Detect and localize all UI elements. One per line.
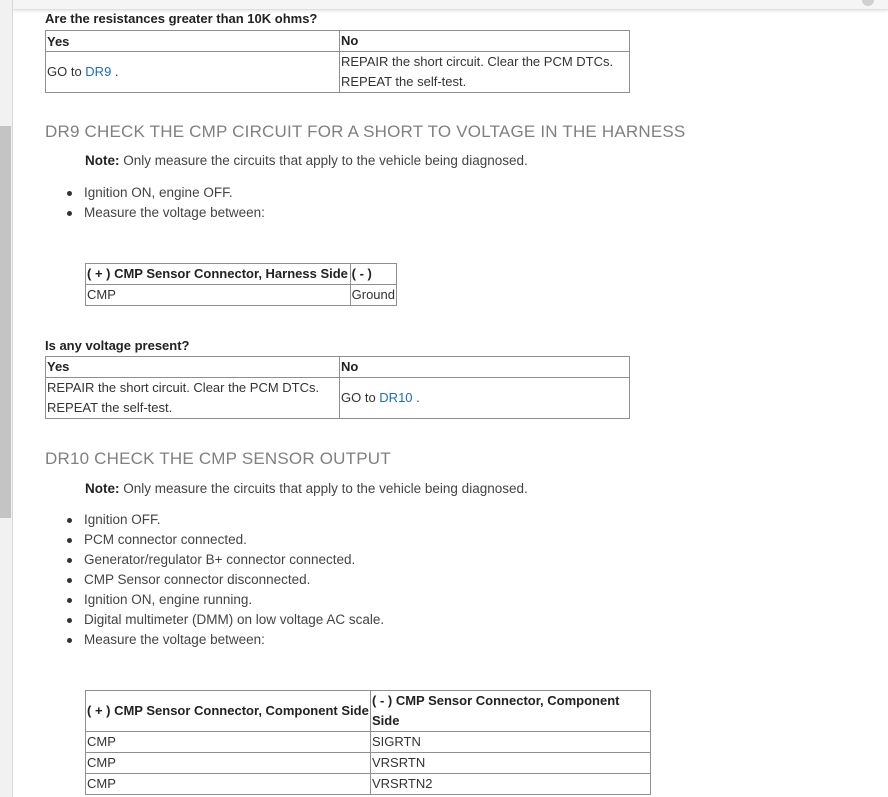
yes-header: Yes — [46, 357, 340, 378]
measure-table-dr9 — [85, 263, 397, 306]
circle-icon — [862, 0, 874, 6]
section-title-dr9: DR9 CHECK THE CMP CIRCUIT FOR A SHORT TO VOLTAGE IN THE HARNESS — [45, 122, 686, 141]
yes-cell: REPAIR the short circuit. Clear the PCM DTCs. REPEAT the self-test. — [46, 378, 340, 419]
top-toolbar-edge — [13, 0, 888, 10]
yes-no-table-2 — [45, 356, 630, 419]
list-item: Ignition ON, engine OFF. — [65, 183, 265, 203]
yes-no-table-1 — [45, 30, 630, 93]
section-title-dr10: DR10 CHECK THE CMP SENSOR OUTPUT — [45, 449, 391, 468]
table-header: ( - ) CMP Sensor Connector, Component Side — [371, 691, 651, 732]
measure-table-dr10 — [85, 690, 651, 795]
no-cell: GO to DR10 . — [340, 378, 630, 419]
list-item: Digital multimeter (DMM) on low voltage AC scale. — [65, 610, 384, 630]
question-voltage: Is any voltage present? — [45, 338, 190, 353]
yes-cell: GO to DR9 . — [46, 52, 340, 93]
note-dr10: Note: Only measure the circuits that apply to the vehicle being diagnosed. — [85, 481, 528, 496]
table-header: ( - ) — [350, 264, 396, 285]
list-item: Generator/regulator B+ connector connected. — [65, 550, 384, 570]
list-item: PCM connector connected. — [65, 530, 384, 550]
table-header: ( + ) CMP Sensor Connector, Component Side — [86, 691, 371, 732]
link-dr9[interactable]: DR9 — [85, 64, 112, 79]
list-item: Ignition OFF. — [65, 510, 384, 530]
question-resistance: Are the resistances greater than 10K ohms? — [45, 11, 318, 26]
bullet-list-dr10 — [65, 510, 384, 650]
table-row: CMP VRSRTN2 — [86, 774, 651, 795]
list-item: Measure the voltage between: — [65, 203, 265, 223]
link-dr10[interactable]: DR10 — [379, 390, 413, 405]
no-header: No — [340, 357, 630, 378]
list-item: CMP Sensor connector disconnected. — [65, 570, 384, 590]
document-page — [13, 0, 888, 797]
no-header: No — [340, 31, 630, 52]
no-cell: REPAIR the short circuit. Clear the PCM DTCs. REPEAT the self-test. — [340, 52, 630, 93]
list-item: Measure the voltage between: — [65, 630, 384, 650]
bullet-list-dr9 — [65, 183, 265, 223]
note-dr9: Note: Only measure the circuits that apply to the vehicle being diagnosed. — [85, 153, 528, 168]
table-row: CMP SIGRTN — [86, 732, 651, 753]
table-row: CMP Ground — [86, 285, 397, 306]
table-header: ( + ) CMP Sensor Connector, Harness Side — [86, 264, 351, 285]
left-scrollbar-track[interactable] — [0, 0, 13, 797]
left-scrollbar-thumb[interactable] — [0, 126, 11, 518]
yes-header: Yes — [46, 31, 340, 52]
table-row: CMP VRSRTN — [86, 753, 651, 774]
list-item: Ignition ON, engine running. — [65, 590, 384, 610]
